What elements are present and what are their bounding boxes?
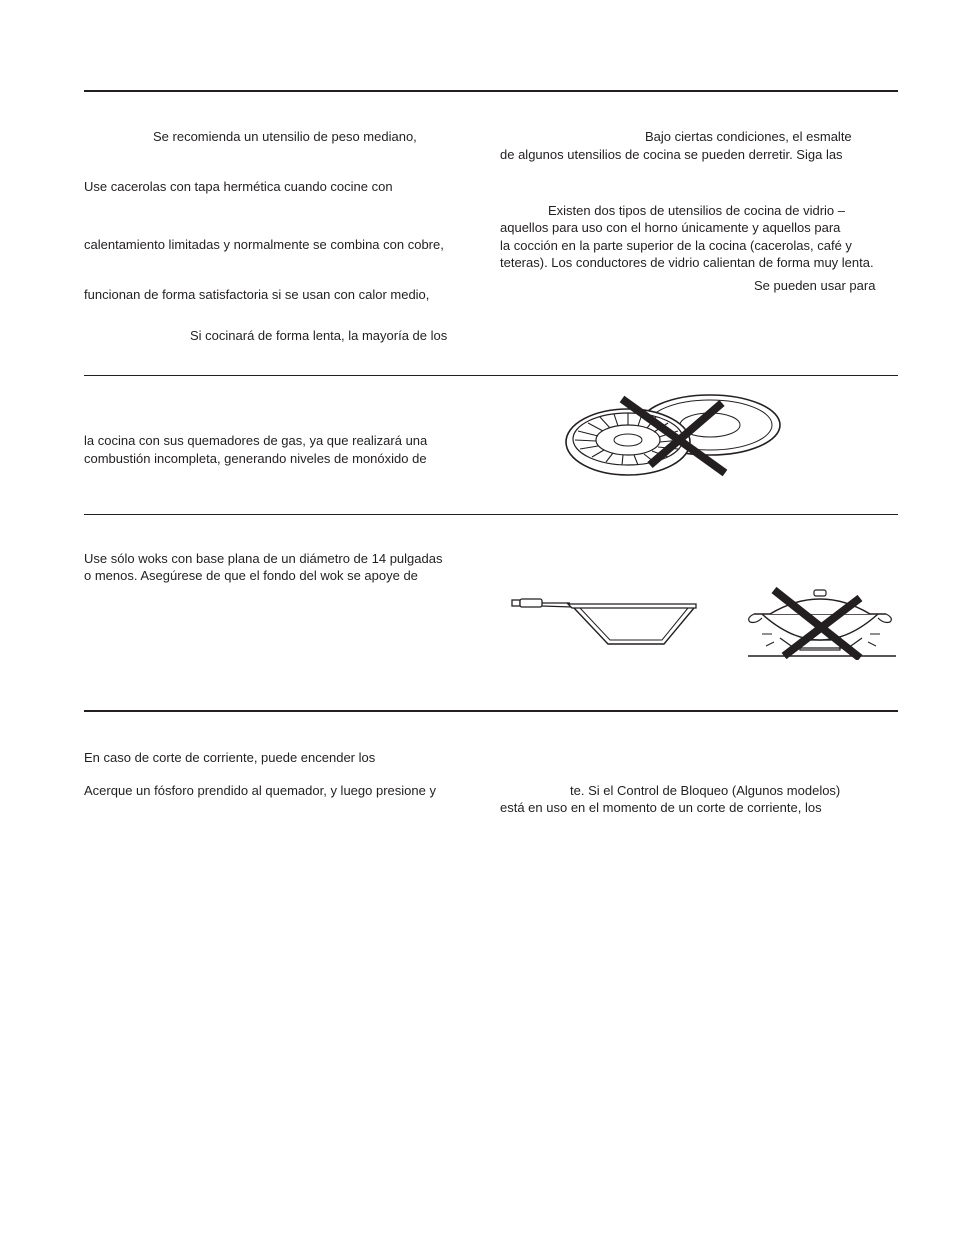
cookware-text-4: funcionan de forma satisfactoria si se usan con calor medio,	[84, 287, 430, 302]
power-outage-text-1: En caso de corte de corriente, puede encender los	[84, 750, 376, 765]
flat-bottom-wok-icon	[510, 592, 700, 652]
cookware-text-5: Si cocinará de forma lenta, la mayoría de los	[190, 328, 448, 343]
section-divider-1	[84, 375, 898, 376]
grill-warning-text-2: combustión incompleta, generando niveles de monóxido de	[84, 451, 427, 466]
glass-text-2: aquellos para uso con el horno únicamente y aquellos para	[500, 220, 841, 235]
glass-text-1: Existen dos tipos de utensilios de cocina de vidrio –	[548, 203, 846, 218]
enamel-text-1: Bajo ciertas condiciones, el esmalte	[645, 129, 852, 144]
stove-top-grill-crossed-out-icon	[560, 385, 790, 485]
section-divider-3	[84, 710, 898, 712]
glass-text-4: teteras). Los conductores de vidrio calientan de forma muy lenta.	[500, 255, 874, 270]
lockout-text-1: te. Si el Control de Bloqueo (Algunos modelos)	[570, 783, 841, 798]
glass-text-5: Se pueden usar para	[754, 278, 876, 293]
enamel-text-2: de algunos utensilios de cocina se pueden derretir. Siga las	[500, 147, 843, 162]
cookware-text-2: Use cacerolas con tapa hermética cuando cocine con	[84, 179, 393, 194]
wok-text-2: o menos. Asegúrese de que el fondo del wok se apoye de	[84, 568, 418, 583]
grill-warning-text-1: la cocina con sus quemadores de gas, ya que realizará una	[84, 433, 428, 448]
cookware-text-3: calentamiento limitadas y normalmente se combina con cobre,	[84, 237, 444, 252]
round-wok-on-ring-crossed-out-icon	[744, 580, 900, 660]
lockout-text-2: está en uso en el momento de un corte de corriente, los	[500, 800, 822, 815]
glass-text-3: la cocción en la parte superior de la cocina (cacerolas, café y	[500, 238, 852, 253]
section-divider-2	[84, 514, 898, 515]
wok-text-1: Use sólo woks con base plana de un diámetro de 14 pulgadas	[84, 551, 443, 566]
power-outage-text-2: Acerque un fósforo prendido al quemador, y luego presione y	[84, 783, 436, 798]
cookware-text-1: Se recomienda un utensilio de peso mediano,	[153, 129, 417, 144]
top-divider	[84, 90, 898, 92]
